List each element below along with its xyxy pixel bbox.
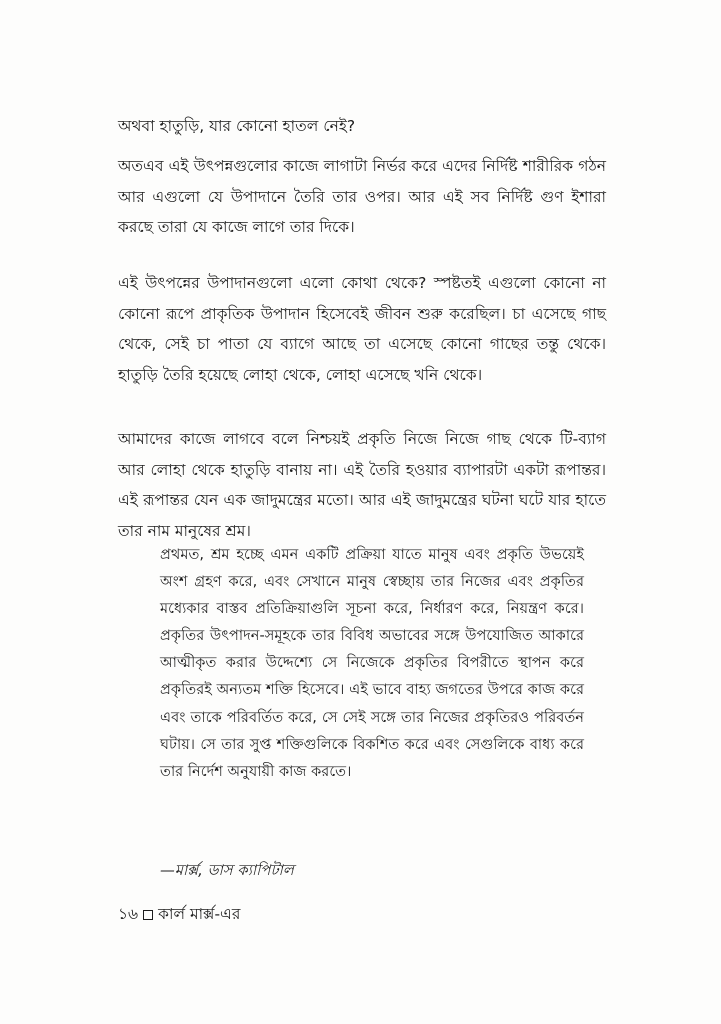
paragraph-2: অতএব এই উৎপন্নগুলোর কাজে লাগাটা নির্ভর করে এদের নির্দিষ্ট শারীরিক গঠন আর এগুলো যে উপাদানে তৈরি তার ওপর। আর এই সব নির্দিষ্ট গুণ ইশারা করছে তারা যে কাজে লাগে তার দিকে।: [118, 157, 606, 236]
paragraph-4: আমাদের কাজে লাগবে বলে নিশ্চয়ই প্রকৃতি নিজে নিজে গাছ থেকে টি-ব্যাগ আর লোহা থেকে হাতুড়ি বানায় না। এই তৈরি হওয়ার ব্যাপারটা একটা রূপান্তর। এই রূপান্তর যেন এক জাদুমন্ত্রের মতো। আর এই জাদুমন্ত্রের ঘটনা ঘটে যার হাতে তার নাম মানুষের শ্রম।: [118, 430, 606, 540]
page-footer: [118, 902, 240, 928]
paragraph-3: এই উৎপন্নের উপাদানগুলো এলো কোথা থেকে? স্পষ্টতই এগুলো কোনো না কোনো রূপে প্রাকৃতিক উপাদান হিসেবেই জীবন শুরু করেছিল। চা এসেছে গাছ থেকে, সেই চা পাতা যে ব্যাগে আছে তা এসেছে কোনো গাছের তন্তু থেকে। হাতুড়ি তৈরি হয়েছে লোহা থেকে, লোহা এসেছে খনি থেকে।: [118, 274, 606, 384]
page-number: ১৬: [118, 905, 139, 923]
square-icon: [143, 910, 153, 920]
book-title: কার্ল মার্ক্স-এর: [158, 905, 241, 923]
block-quote: প্রথমত, শ্রম হচ্ছে এমন একটি প্রক্রিয়া যাতে মানুষ এবং প্রকৃতি উভয়েই অংশ গ্রহণ করে, এবং সেখানে মানুষ স্বেচ্ছায় তার নিজের এবং প্রকৃতির মধ্যেকার বাস্তব প্রতিক্রিয়াগুলি সূচনা করে, নির্ধারণ করে, নিয়ন্ত্রণ করে। প্রকৃতির উৎপাদন-সমূহকে তার বিবিধ অভাবের সঙ্গে উপযোজিত আকারে আত্মীকৃত করার উদ্দেশ্যে সে নিজেকে প্রকৃতির বিপরীতে স্থাপন করে প্রকৃতিরই অন্যতম শক্তি হিসেবে। এই ভাবে বাহ্য জগতের উপরে কাজ করে এবং তাকে পরিবর্তিত করে, সে সেই সঙ্গে তার নিজের প্রকৃতিরও পরিবর্তন ঘটায়। সে তার সুপ্ত শক্তিগুলিকে বিকশিত করে এবং সেগুলিকে বাধ্য করে তার নির্দেশ অনুযায়ী কাজ করতে।: [160, 546, 584, 780]
paragraph-1: অথবা হাতুড়ি, যার কোনো হাতল নেই?: [118, 117, 356, 135]
quote-attribution: —মার্ক্স, ডাস ক্যাপিটাল: [160, 862, 294, 879]
